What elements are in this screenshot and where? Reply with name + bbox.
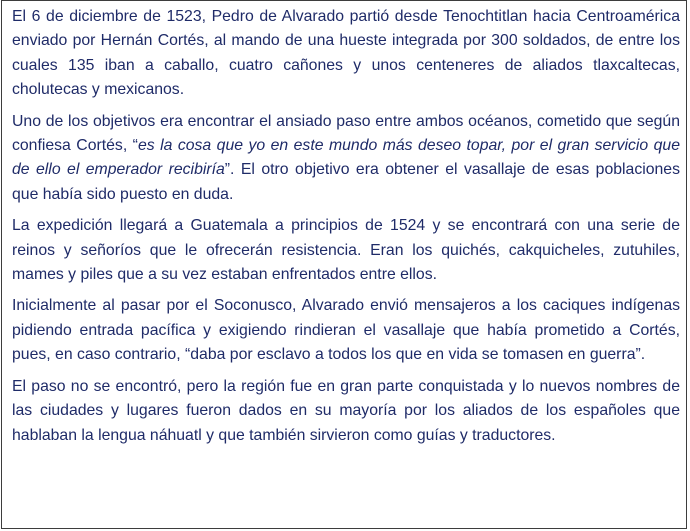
paragraph-5: El paso no se encontró, pero la región fue en gran parte conquistada y lo nuevos nombres de las ciudades y lugares fueron dados en su mayoría por los aliados de los españoles que hablaban la lengua náhuatl y que también sirvieron como guías y traductores. <box>12 377 680 444</box>
paragraph-2-tail: ”. El otro objetivo era obtener el vasallaje de esas poblaciones que había sido puesto en duda. <box>12 161 680 203</box>
text-box-frame <box>1 0 687 529</box>
text-box-content <box>12 5 680 448</box>
paragraph-1: El 6 de diciembre de 1523, Pedro de Alvarado partió desde Tenochtitlan hacia Centroamérica enviado por Hernán Cortés, al mando de una hueste integrada por 300 soldados, de entre los cuales 135 iban a caballo, cuatro cañones y unos centeneres de aliados tlaxcaltecas, cholutecas y mexicanos. <box>12 8 680 99</box>
cortes-quote: es la cosa que yo en este mundo más deseo topar, por el gran servicio que de ello el emperador recibiría <box>12 137 680 179</box>
paragraph-2-lead: Uno de los objetivos era encontrar el ansiado paso entre ambos océanos, cometido que según confiesa Cortés, “ <box>12 112 680 155</box>
paragraph-2 <box>12 110 680 208</box>
paragraph-3: La expedición llegará a Guatemala a principios de 1524 y se encontrará con una serie de reinos y señoríos que le ofrecerán resistencia. Eran los quichés, cakquicheles, zutuhiles, mames y piles que a su vez estaban enfrentados entre ellos. <box>12 217 680 284</box>
paragraph-4: Inicialmente al pasar por el Soconusco, Alvarado envió mensajeros a los caciques indígenas pidiendo entrada pacífica y exigiendo rindieran el vasallaje que había prometido a Cortés, pues, en caso contrario, “daba por esclavo a todos los que en vida se tomasen en guerra”. <box>12 297 680 364</box>
